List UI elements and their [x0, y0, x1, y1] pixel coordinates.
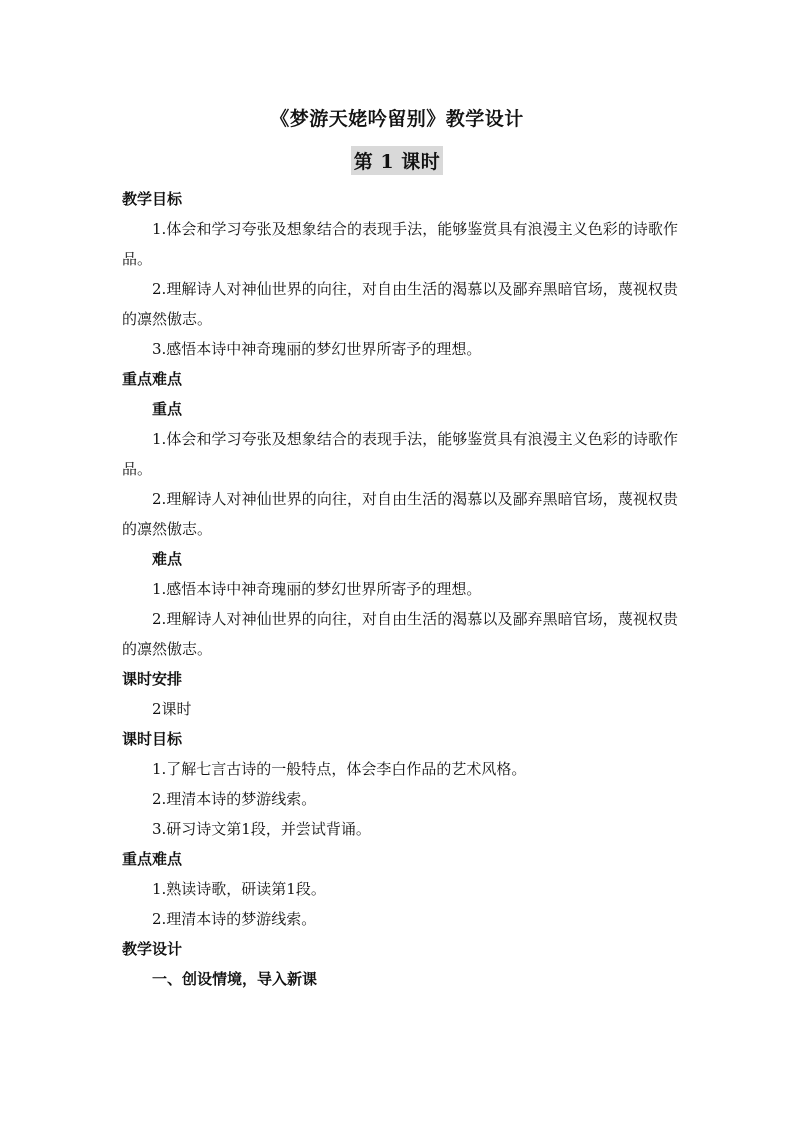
paragraph: 2.理清本诗的梦游线索。: [152, 790, 317, 808]
section-subheading: 难点: [152, 550, 183, 568]
paragraph: 1.体会和学习夸张及想象结合的表现手法，能够鉴赏具有浪漫主义色彩的诗歌作品。: [122, 430, 678, 478]
section-heading: 课时目标: [122, 730, 183, 748]
paragraph: 3.感悟本诗中神奇瑰丽的梦幻世界所寄予的理想。: [152, 340, 482, 358]
section-heading: 教学目标: [122, 190, 183, 208]
paragraph: 1.体会和学习夸张及想象结合的表现手法，能够鉴赏具有浪漫主义色彩的诗歌作品。: [122, 220, 678, 268]
paragraph: 2.理解诗人对神仙世界的向往，对自由生活的渴慕以及鄙弃黑暗官场，蔑视权贵的凛然傲志。: [122, 610, 678, 658]
paragraph: 2课时: [152, 700, 192, 718]
section-subheading: 一、创设情境，导入新课: [152, 970, 318, 988]
lesson-number-wrap: [0, 146, 794, 175]
section-heading: 课时安排: [122, 670, 183, 688]
paragraph: 2.理清本诗的梦游线索。: [152, 910, 317, 928]
document-body: [122, 184, 678, 994]
paragraph: 3.研习诗文第1段，并尝试背诵。: [152, 820, 371, 838]
section-heading: 重点难点: [122, 850, 183, 868]
section-subheading: 重点: [152, 400, 183, 418]
document-title: 《梦游天姥吟留别》教学设计: [270, 108, 524, 130]
paragraph: 2.理解诗人对神仙世界的向往，对自由生活的渴慕以及鄙弃黑暗官场，蔑视权贵的凛然傲志。: [122, 490, 678, 538]
paragraph: 1.熟读诗歌，研读第1段。: [152, 880, 326, 898]
paragraph: 1.感悟本诗中神奇瑰丽的梦幻世界所寄予的理想。: [152, 580, 482, 598]
section-heading: 重点难点: [122, 370, 183, 388]
paragraph: 1.了解七言古诗的一般特点，体会李白作品的艺术风格。: [152, 760, 527, 778]
lesson-number: 第 1 课时: [351, 146, 443, 175]
section-heading: 教学设计: [122, 940, 183, 958]
paragraph: 2.理解诗人对神仙世界的向往，对自由生活的渴慕以及鄙弃黑暗官场，蔑视权贵的凛然傲志。: [122, 280, 678, 328]
